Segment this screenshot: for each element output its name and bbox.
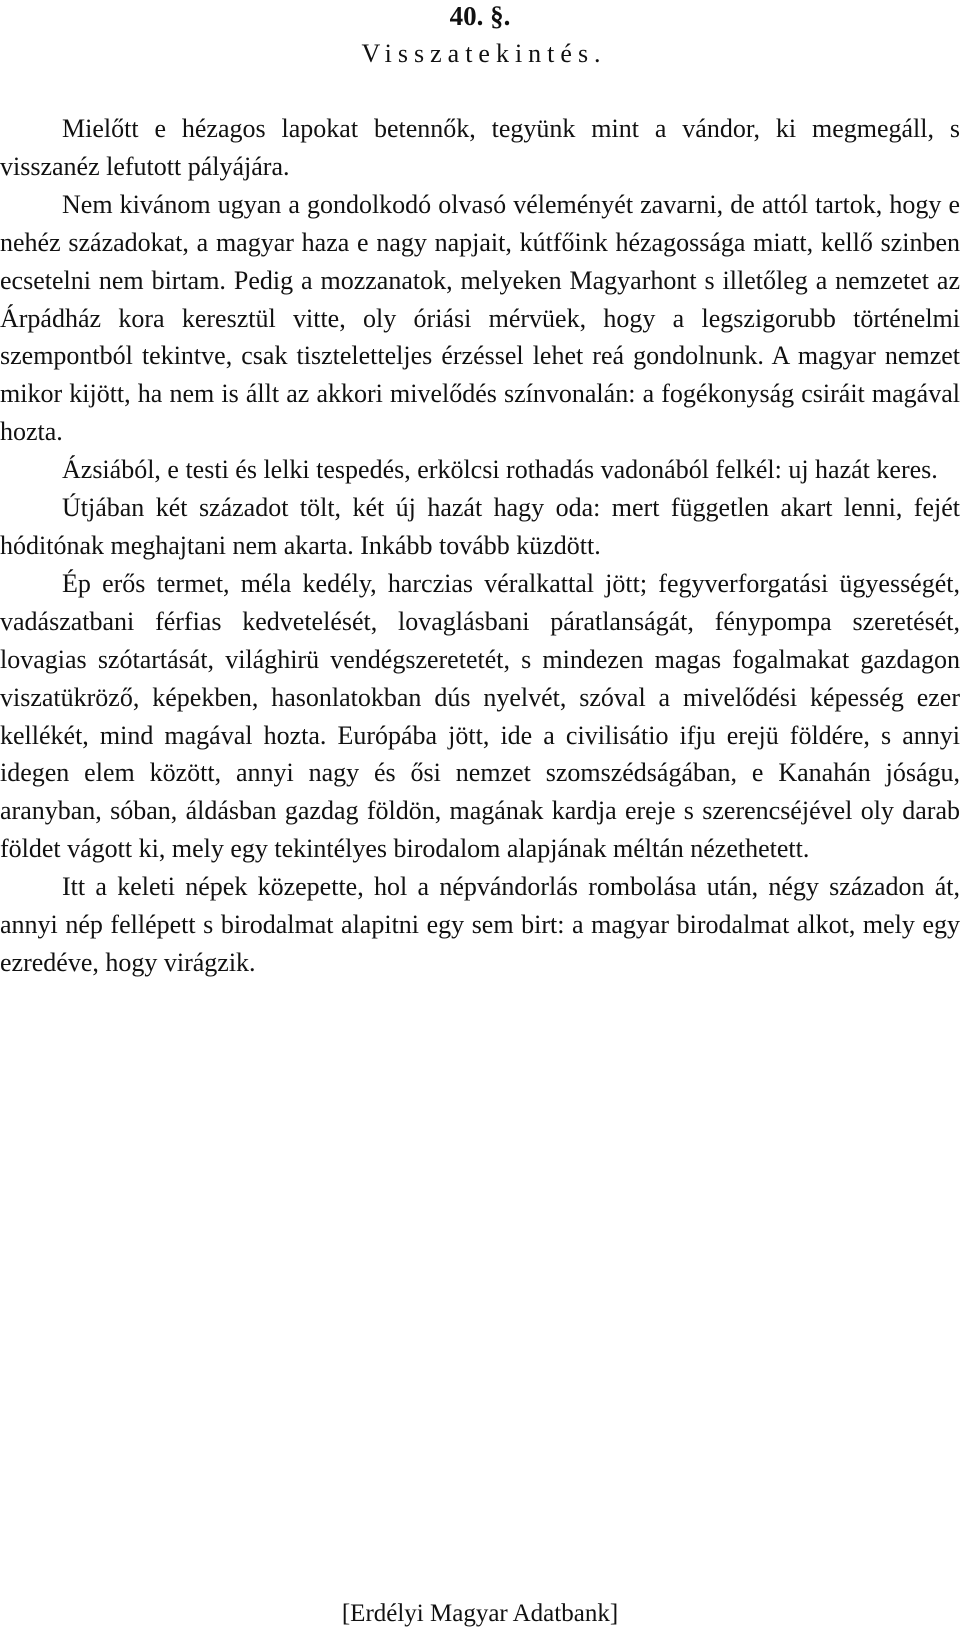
paragraph: Mielőtt e hézagos lapokat betennők, tegyünk mint a vándor, ki megmegáll, s visszanéz lefutott pályájára. [0, 114, 960, 181]
paragraph: Ázsiából, e testi és lelki tespedés, erkölcsi rothadás vadonából felkél: uj hazát keres. [62, 455, 938, 485]
body-text [0, 110, 960, 982]
section-number: 40. §. [449, 1, 511, 31]
footer-source: [Erdélyi Magyar Adatbank] [341, 1600, 619, 1627]
paragraph: Útjában két századot tölt, két új hazát hagy oda: mert független akart lenni, fejét hóditónak meghajtani nem akarta. Inkább tovább küzdött. [0, 493, 960, 560]
paragraph: Nem kivánom ugyan a gondolkodó olvasó véleményét zavarni, de attól tartok, hogy e nehéz századokat, a magyar haza e nagy napjait, kútfőink hézagossága miatt, kellő szinben ecsetelni nem birtam. Pedig a mozzanatok, melyeken Magyarhont s illetőleg a nemzetet az Árpádház kora keresztül vitte, oly óriási mérvüek, hogy a legszigorubb történelmi szempontból tekintve, csak tiszteletteljes érzéssel lehet reá gondolnunk. A magyar nemzet mikor kijött, ha nem is állt az akkori mivelődés színvonalán: a fogékonyság csiráit magával hozta. [0, 189, 960, 447]
section-title: Visszatekintés. [361, 39, 607, 68]
paragraph: Itt a keleti népek közepette, hol a népvándorlás rombolása után, négy századon át, annyi nép fellépett s birodalmat alapitni egy sem birt: a magyar birodalmat alkot, mely egy ezredéve, hogy virágzik. [0, 872, 960, 977]
paragraph: Ép erős termet, méla kedély, harczias véralkattal jött; fegyverforgatási ügyességét, vadászatbani férfias kedvetelését, lovaglásbani páratlanságát, fénypompa szeretését, lovagias szótartását, világhirü vendégszeretetét, s mindezen magas fogalmakat gazdagon viszatükröző, képekben, hasonlatokban dús nyelvét, szóval a mivelődési képesség ezer kellékét, mind magával hozta. Európába jött, ide a civilisátio ifju erejü földére, s annyi idegen elem között, annyi nagy és ősi nemzet szomszédságában, e Kanahán jóságu, aranyban, sóban, áldásban gazdag földön, magának kardja ereje s szerencséjével oly darab földet vágott ki, mely egy tekintélyes birodalom alapjának méltán nézethetett. [0, 568, 960, 864]
